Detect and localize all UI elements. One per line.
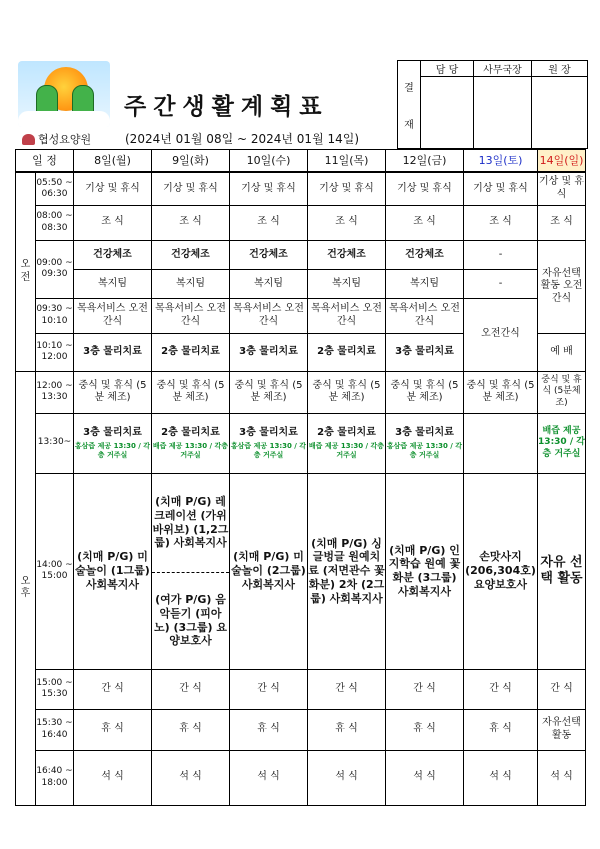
cell-pt: 3층 물리치료 <box>386 333 464 371</box>
cell-breakfast: 조 식 <box>464 205 538 240</box>
time-cell: 14:00 ~ 15:00 <box>36 473 74 669</box>
cell-snack: 간 식 <box>386 669 464 709</box>
cell-dinner: 석 식 <box>74 750 152 805</box>
org-name <box>22 131 91 147</box>
schedule-table <box>15 149 586 806</box>
cell-welfare: 복지팀 <box>410 277 439 289</box>
cell-snack: 간 식 <box>230 669 308 709</box>
logo-image <box>18 61 110 127</box>
cell-rest: 휴 식 <box>74 709 152 750</box>
day-sat: 13일(토) <box>464 150 538 173</box>
cell-am-snack: 오전간식 <box>464 298 538 371</box>
sign-box[interactable] <box>474 77 532 149</box>
cell-dinner: 석 식 <box>538 750 586 805</box>
cell-lunch: 중식 및 휴식 (5분 체조) <box>308 371 386 413</box>
cell-rest: 휴 식 <box>464 709 538 750</box>
cell-snack: 간 식 <box>74 669 152 709</box>
cell-wake: 기상 및 휴식 <box>538 172 586 205</box>
cell-bath: 목욕서비스 오전간식 <box>152 298 230 333</box>
cell-rest: 휴 식 <box>386 709 464 750</box>
time-cell: 15:00 ~ 15:30 <box>36 669 74 709</box>
cell-snack-note: 배즙 제공 13:30 / 각층 거주실 <box>308 442 385 459</box>
cell-health: 건강체조 <box>74 241 151 270</box>
cell-empty <box>464 413 538 473</box>
cell-breakfast: 조 식 <box>386 205 464 240</box>
approval-box <box>397 60 588 149</box>
cell-snack-sun: 배즙 제공 13:30 / 각층 거주실 <box>538 413 586 473</box>
cell-lunch: 중식 및 휴식 (5분 체조) <box>230 371 308 413</box>
cell-snack: 간 식 <box>538 669 586 709</box>
cell-program-mon: (치매 P/G) 미술놀이 (1그룹) 사회복지사 <box>74 473 152 669</box>
cell-lunch: 중식 및 휴식 (5분체조) <box>538 371 586 413</box>
cell-bath: 목욕서비스 오전간식 <box>386 298 464 333</box>
cell-breakfast: 조 식 <box>308 205 386 240</box>
cell-program-wed: (치매 P/G) 미술놀이 (2그룹) 사회복지사 <box>230 473 308 669</box>
sign-box[interactable] <box>532 77 588 149</box>
time-cell: 16:40 ~ 18:00 <box>36 750 74 805</box>
cell-lunch: 중식 및 휴식 (5분 체조) <box>152 371 230 413</box>
cell-program-fri: (치매 P/G) 인지학습 원예 꽃화분 (3그룹) 사회복지사 <box>386 473 464 669</box>
cell-program-tue-a: (치매 P/G) 레크레이션 (가위바위보) (1,2그룹) 사회복지사 <box>152 474 229 573</box>
morning-label: 오 전 <box>16 172 36 371</box>
cell-wake: 기상 및 휴식 <box>230 172 308 205</box>
time-cell: 13:30~ <box>36 413 74 473</box>
day-fri: 12일(금) <box>386 150 464 173</box>
cell-snack: 간 식 <box>464 669 538 709</box>
cell-snack-note: 배즙 제공 13:30 / 각층 거주실 <box>152 442 229 459</box>
cell-health: 건강체조 <box>230 241 307 270</box>
cell-program-sat: 손맛사지 (206,304호) 요양보호사 <box>464 473 538 669</box>
cell-wake: 기상 및 휴식 <box>74 172 152 205</box>
cell-breakfast: 조 식 <box>74 205 152 240</box>
time-cell: 09:30 ~ 10:10 <box>36 298 74 333</box>
cell-program-tue-b: (여가 P/G) 음악듣기 (피아노) (3그룹) 요양보호사 <box>154 593 227 648</box>
cell-dash: - <box>464 241 537 270</box>
cell-free-pm: 자유선택 활동 <box>538 709 586 750</box>
time-cell: 05:50 ~ 06:30 <box>36 172 74 205</box>
page-title: 주간생활계획표 <box>124 94 329 120</box>
cell-free-am: 자유선택 활동 오전간식 <box>538 240 586 333</box>
cell-lunch: 중식 및 휴식 (5분 체조) <box>386 371 464 413</box>
cell-worship: 예 배 <box>538 333 586 371</box>
cell-pt: 3층 물리치료 <box>395 426 454 438</box>
cell-snack-note: 홍삼즙 제공 13:30 / 각층 거주실 <box>386 442 463 459</box>
cell-lunch: 중식 및 휴식 (5분 체조) <box>74 371 152 413</box>
cell-welfare: 복지팀 <box>98 277 127 289</box>
cell-dinner: 석 식 <box>464 750 538 805</box>
sign-box[interactable] <box>421 77 474 149</box>
cell-health: 건강체조 <box>308 241 385 270</box>
approval-col-2: 사무국장 <box>474 61 532 77</box>
cell-dinner: 석 식 <box>152 750 230 805</box>
cell-bath: 목욕서비스 오전간식 <box>230 298 308 333</box>
cell-pt: 2층 물리치료 <box>161 426 220 438</box>
day-mon: 8일(월) <box>74 150 152 173</box>
cell-dash: - <box>498 277 503 289</box>
cell-wake: 기상 및 휴식 <box>308 172 386 205</box>
cell-pt: 3층 물리치료 <box>239 426 298 438</box>
day-wed: 10일(수) <box>230 150 308 173</box>
approval-col-3: 원 장 <box>532 61 588 77</box>
cell-breakfast: 조 식 <box>538 205 586 240</box>
cell-snack-note: 홍삼즙 제공 13:30 / 각층 거주실 <box>230 442 307 459</box>
cell-rest: 휴 식 <box>152 709 230 750</box>
cell-rest: 휴 식 <box>308 709 386 750</box>
cell-wake: 기상 및 휴식 <box>386 172 464 205</box>
cell-pt: 3층 물리치료 <box>230 333 308 371</box>
cell-snack: 간 식 <box>308 669 386 709</box>
time-cell: 15:30 ~ 16:40 <box>36 709 74 750</box>
cell-breakfast: 조 식 <box>230 205 308 240</box>
cell-welfare: 복지팀 <box>332 277 361 289</box>
cell-lunch: 중식 및 휴식 (5분 체조) <box>464 371 538 413</box>
cell-dinner: 석 식 <box>386 750 464 805</box>
day-tue: 9일(화) <box>152 150 230 173</box>
cell-welfare: 복지팀 <box>254 277 283 289</box>
org-label: 협성요양원 <box>38 133 92 146</box>
approval-col-1: 담 당 <box>421 61 474 77</box>
cell-bath: 목욕서비스 오전간식 <box>308 298 386 333</box>
day-header: 일 정 <box>16 150 74 173</box>
time-cell: 12:00 ~ 13:30 <box>36 371 74 413</box>
cell-wake: 기상 및 휴식 <box>464 172 538 205</box>
cell-snack-note: 홍삼즙 제공 13:30 / 각층 거주실 <box>74 442 151 459</box>
cell-dinner: 석 식 <box>230 750 308 805</box>
cell-bath: 목욕서비스 오전간식 <box>74 298 152 333</box>
afternoon-label: 오 후 <box>16 371 36 805</box>
time-cell: 09:00 ~ 09:30 <box>36 240 74 298</box>
cell-pt: 2층 물리치료 <box>317 426 376 438</box>
cell-pt: 2층 물리치료 <box>152 333 230 371</box>
cell-wake: 기상 및 휴식 <box>152 172 230 205</box>
day-thu: 11일(목) <box>308 150 386 173</box>
cell-health: 건강체조 <box>386 241 463 270</box>
cell-pt: 2층 물리치료 <box>308 333 386 371</box>
org-emblem-icon <box>22 134 35 145</box>
cell-pt: 3층 물리치료 <box>83 426 142 438</box>
time-cell: 10:10 ~ 12:00 <box>36 333 74 371</box>
period-label: (2024년 01월 08일 ~ 2024년 01월 14일) <box>125 132 360 146</box>
cell-health: 건강체조 <box>152 241 229 270</box>
day-sun: 14일(일) <box>538 150 586 173</box>
cell-rest: 휴 식 <box>230 709 308 750</box>
cell-snack: 간 식 <box>152 669 230 709</box>
approval-label: 결 재 <box>398 61 421 149</box>
cell-program-thu: (치매 P/G) 싱글벙글 원예치료 (저면관수 꽃 화분) 2차 (2그룹) 사회복지사 <box>308 473 386 669</box>
cell-pt: 3층 물리치료 <box>74 333 152 371</box>
cell-welfare: 복지팀 <box>176 277 205 289</box>
time-cell: 08:00 ~ 08:30 <box>36 205 74 240</box>
cell-dinner: 석 식 <box>308 750 386 805</box>
cell-breakfast: 조 식 <box>152 205 230 240</box>
cell-program-sun: 자유 선택 활동 <box>538 473 586 669</box>
